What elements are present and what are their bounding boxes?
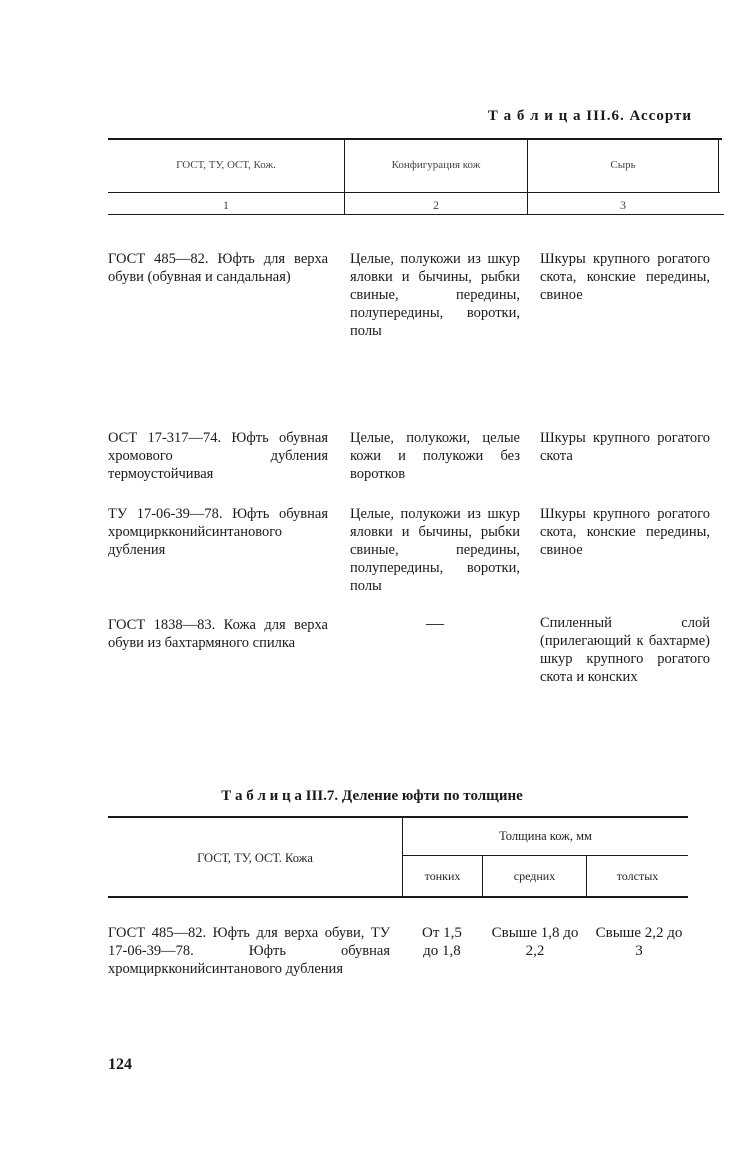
table-cell-raw: Шкуры крупного рогатого скота, конские передины, свиное [540,506,710,558]
column-subheader: средних [513,869,556,883]
column-subheader: тонких [424,869,461,883]
column-subheader: толстых [616,869,659,883]
page-number: 124 [108,1056,132,1073]
column-number-bottom-rule [108,214,724,215]
table-cell-standard: ГОСТ 485—82. Юфть для верха обуви, ТУ 17-06-39—78. Юфть обувная хромциркконийсинтанового дубления [108,925,390,977]
table-title: Т а б л и ц а III.6. Ассорти [487,108,692,124]
table-cell-standard: ГОСТ 1838—83. Кожа для верха обуви из бахтармяного спилка [108,617,328,651]
column-group-header: Толщина кож, мм [499,829,592,843]
table-title: Т а б л и ц а III.7. Деление юфти по толщине [221,788,523,804]
table-cell-raw: Спиленный слой (прилегающий к бахтарме) шкур крупного рогатого скота и конских [540,615,710,685]
column-header: ГОСТ, ТУ, ОСТ. Кожа [197,851,313,865]
column-header: ГОСТ, ТУ, ОСТ, Кож. [176,159,276,171]
table-cell-configuration: — [426,613,444,633]
column-number: 3 [620,198,626,212]
column-header: Конфигурация кож [391,159,481,171]
table-top-rule [108,138,722,140]
table-cell-standard: ТУ 17-06-39—78. Юфть обувная хромциркконийсинтанового дубления [108,506,328,558]
column-number: 2 [433,198,439,212]
table-cell-configuration: Целые, полукожи, целые кожи и полукожи без воротков [350,430,520,482]
table-cell-thin: От 1,5 до 1,8 [422,925,462,959]
group-header-rule [402,855,688,856]
table-cell-configuration: Целые, полукожи из шкур яловки и бычины, рыбки свиные, передины, полупередины, воротки, полы [350,506,520,594]
column-number: 1 [223,198,229,212]
table-cell-standard: ГОСТ 485—82. Юфть для верха обуви (обувная и сандальная) [108,251,328,285]
table-cell-medium: Свыше 1,8 до 2,2 [491,925,579,959]
table-top-rule [108,816,688,818]
table-cell-raw: Шкуры крупного рогатого скота [540,430,710,464]
table-cell-standard: ОСТ 17-317—74. Юфть обувная хромового дубления термоустойчивая [108,430,328,482]
column-divider [718,140,719,192]
table-cell-configuration: Целые, полукожи из шкур яловки и бычины, рыбки свиные, передины, полупередины, воротки, полы [350,251,520,339]
header-bottom-rule [108,896,688,898]
header-bottom-rule [108,192,720,193]
table-cell-raw: Шкуры крупного рогатого скота, конские передины, свиное [540,251,710,303]
column-header: Сырь [610,159,636,171]
table-cell-thick: Свыше 2,2 до 3 [595,925,683,959]
